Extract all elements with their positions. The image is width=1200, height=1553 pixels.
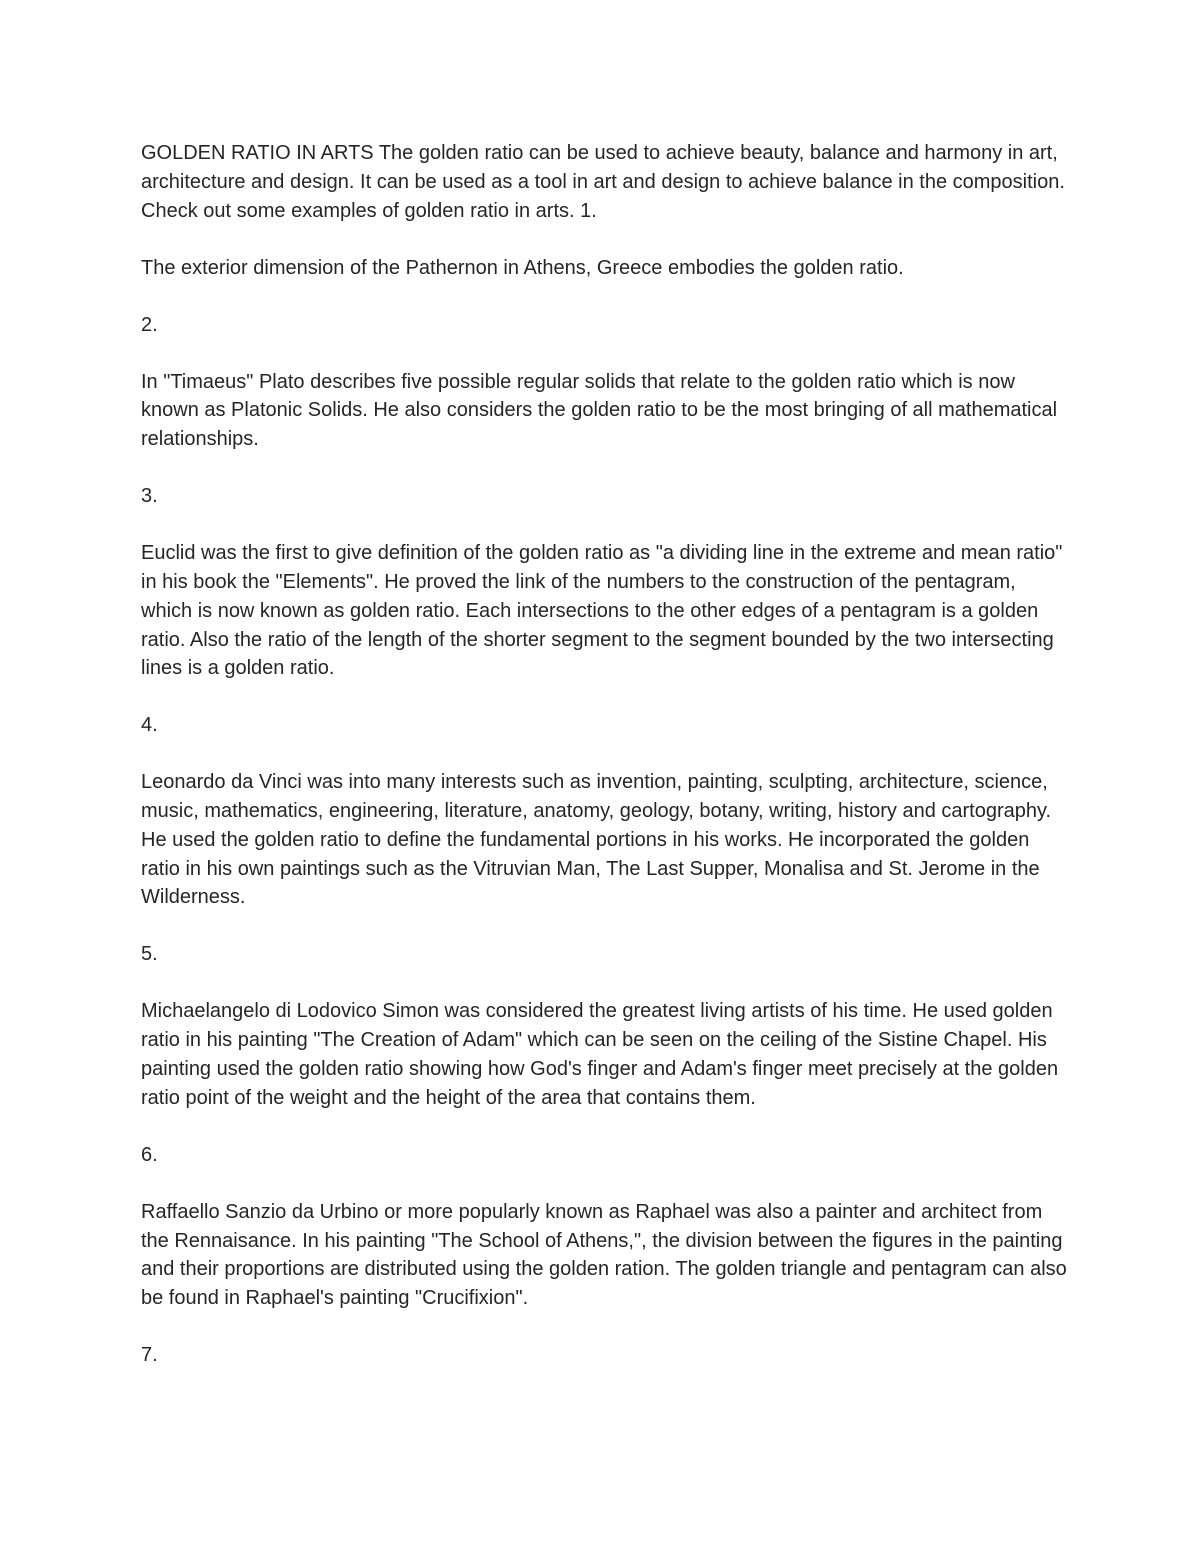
- paragraph-intro: GOLDEN RATIO IN ARTS The golden ratio can be used to achieve beauty, balance and harmony in art, architecture and design. It can be used as a tool in art and design to achieve balance in the composition. Check out some examples of golden ratio in arts. 1.: [141, 142, 1065, 222]
- item-number-5: 5.: [141, 943, 158, 966]
- item-number-7: 7.: [141, 1344, 158, 1367]
- paragraph-leonardo: Leonardo da Vinci was into many interests such as invention, painting, sculpting, architecture, science, music, mathematics, engineering, literature, anatomy, geology, botany, writing, history and cartography. He used the golden ratio to define the fundamental portions in his works. He incorporated the golden ratio in his own paintings such as the Vitruvian Man, The Last Supper, Monalisa and St. Jerome in the Wilderness.: [141, 771, 1052, 909]
- paragraph-parthenon: The exterior dimension of the Pathernon in Athens, Greece embodies the golden ratio.: [141, 256, 904, 279]
- paragraph-plato: In "Timaeus" Plato describes five possible regular solids that relate to the golden ratio which is now known as Platonic Solids. He also considers the golden ratio to be the most bringing of all mathematical relationships.: [141, 370, 1058, 451]
- paragraph-michelangelo: Michaelangelo di Lodovico Simon was considered the greatest living artists of his time. He used golden ratio in his painting "The Creation of Adam" which can be seen on the ceiling of the Sistine Chapel. His painting used the golden ratio showing how God's finger and Adam's finger meet precisely at the golden ratio point of the weight and the height of the area that contains them.: [141, 1000, 1059, 1109]
- paragraph-euclid: Euclid was the first to give definition of the golden ratio as "a dividing line in the extreme and mean ratio" in his book the "Elements". He proved the link of the numbers to the construction of the pentagram, which is now known as golden ratio. Each intersections to the other edges of a pentagram is a golden ratio. Also the ratio of the length of the shorter segment to the segment bounded by the two intersecting lines is a golden ratio.: [141, 542, 1063, 680]
- paragraph-raphael: Raffaello Sanzio da Urbino or more popularly known as Raphael was also a painter and architect from the Rennaisance. In his painting "The School of Athens,", the division between the figures in the painting and their proportions are distributed using the golden ration. The golden triangle and pentagram can also be found in Raphael's painting "Crucifixion".: [141, 1200, 1067, 1310]
- item-number-4: 4.: [141, 714, 158, 737]
- item-number-3: 3.: [141, 485, 158, 508]
- document-body: [141, 139, 1071, 1398]
- item-number-2: 2.: [141, 313, 158, 336]
- item-number-6: 6.: [141, 1143, 158, 1166]
